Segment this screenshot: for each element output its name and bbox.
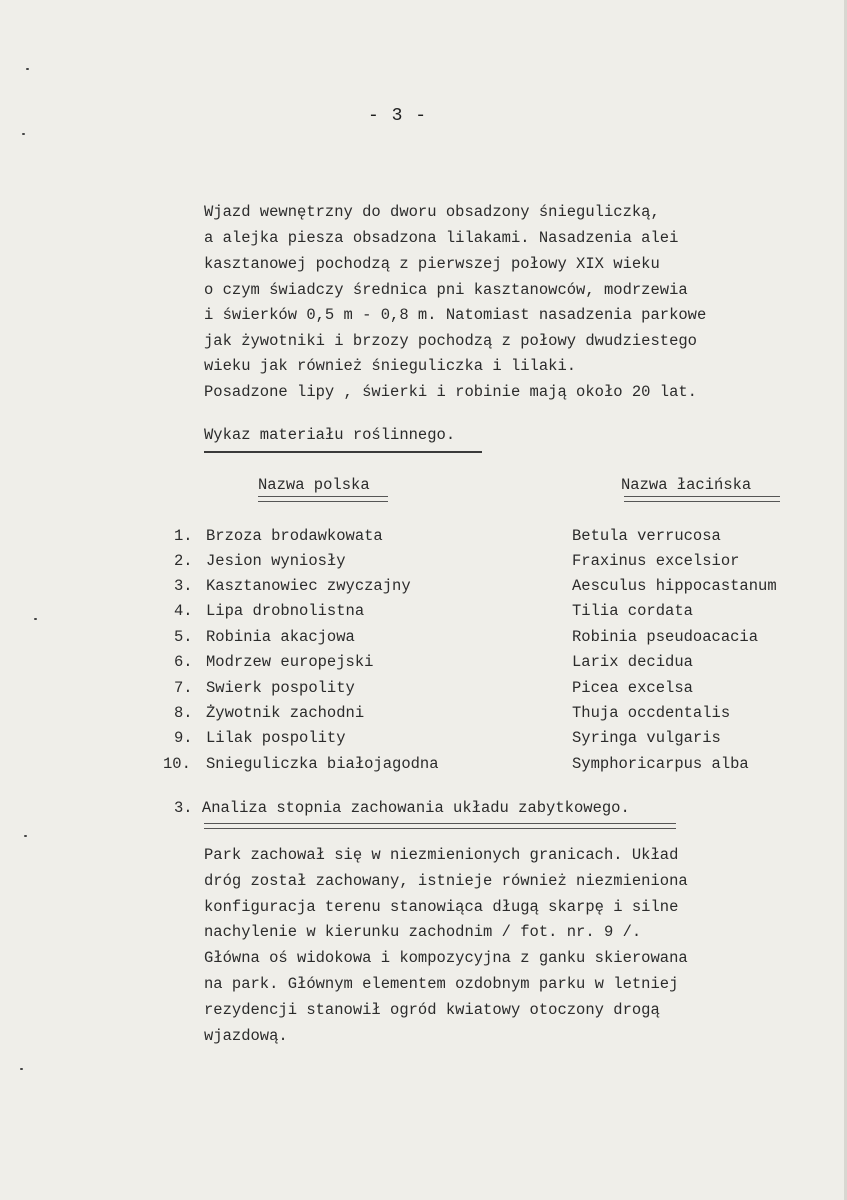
text-line: Park zachował się w niezmienionych granicach. Układ [204,846,679,864]
latin-name: Tilia cordata [572,602,693,620]
latin-name: Picea excelsa [572,679,693,697]
row-number: 1. [174,527,193,545]
heading-underline [204,451,482,453]
polish-name: Jesion wyniosły [206,552,346,570]
polish-name: Robinia akacjowa [206,628,355,646]
text-line: a alejka piesza obsadzona lilakami. Nasadzenia alei [204,229,679,247]
margin-mark [34,618,37,620]
polish-name: Lipa drobnolistna [206,602,365,620]
text-line: o czym świadczy średnica pni kasztanowców, modrzewia [204,281,688,299]
column-header-polish: Nazwa polska [258,476,370,494]
text-line: jak żywotniki i brzozy pochodzą z połowy dwudziestego [204,332,697,350]
latin-name: Larix decidua [572,653,693,671]
row-number: 6. [174,653,193,671]
latin-name: Syringa vulgaris [572,729,721,747]
row-number: 9. [174,729,193,747]
text-line: i świerków 0,5 m - 0,8 m. Natomiast nasadzenia parkowe [204,306,707,324]
row-number: 5. [174,628,193,646]
margin-mark [26,68,29,70]
text-line: Posadzone lipy , świerki i robinie mają około 20 lat. [204,383,697,401]
text-line: Wjazd wewnętrzny do dworu obsadzony śnieguliczką, [204,203,660,221]
row-number: 3. [174,577,193,595]
row-number: 4. [174,602,193,620]
latin-name: Fraxinus excelsior [572,552,740,570]
text-line: na park. Głównym elementem ozdobnym parku w letniej [204,975,679,993]
text-line: kasztanowej pochodzą z pierwszej połowy XIX wieku [204,255,660,273]
row-number: 2. [174,552,193,570]
latin-name: Robinia pseudoacacia [572,628,759,646]
text-line: nachylenie w kierunku zachodnim / fot. nr. 9 /. [204,923,642,941]
latin-name: Thuja occdentalis [572,704,731,722]
polish-name: Snieguliczka białojagodna [206,755,439,773]
latin-name: Aesculus hippocastanum [572,577,777,595]
latin-name: Betula verrucosa [572,527,721,545]
text-line: Główna oś widokowa i kompozycyjna z ganku skierowana [204,949,688,967]
row-number: 7. [174,679,193,697]
column-header-latin: Nazwa łacińska [621,476,752,494]
row-number: 10. [163,755,191,773]
text-line: wieku jak również śnieguliczka i lilaki. [204,357,577,375]
text-line: wjazdową. [204,1027,288,1045]
list-heading: Wykaz materiału roślinnego. [204,426,456,444]
section-heading: 3. Analiza stopnia zachowania układu zabytkowego. [174,799,630,817]
margin-mark [20,1068,23,1070]
margin-mark [24,835,27,837]
polish-name: Żywotnik zachodni [206,704,365,722]
latin-name: Symphoricarpus alba [572,755,749,773]
text-line: rezydencji stanowił ogród kwiatowy otoczony drogą [204,1001,660,1019]
margin-mark [22,133,25,135]
row-number: 8. [174,704,193,722]
column-header-rule [258,496,388,502]
text-line: konfiguracja terenu stanowiąca długą skarpę i silne [204,898,679,916]
text-line: dróg został zachowany, istnieje również niezmieniona [204,872,688,890]
polish-name: Lilak pospolity [206,729,346,747]
section-heading-rule [204,823,676,829]
column-header-rule [624,496,780,502]
polish-name: Modrzew europejski [206,653,374,671]
polish-name: Brzoza brodawkowata [206,527,383,545]
page-number: - 3 - [368,106,428,126]
polish-name: Kasztanowiec zwyczajny [206,577,411,595]
polish-name: Swierk pospolity [206,679,355,697]
